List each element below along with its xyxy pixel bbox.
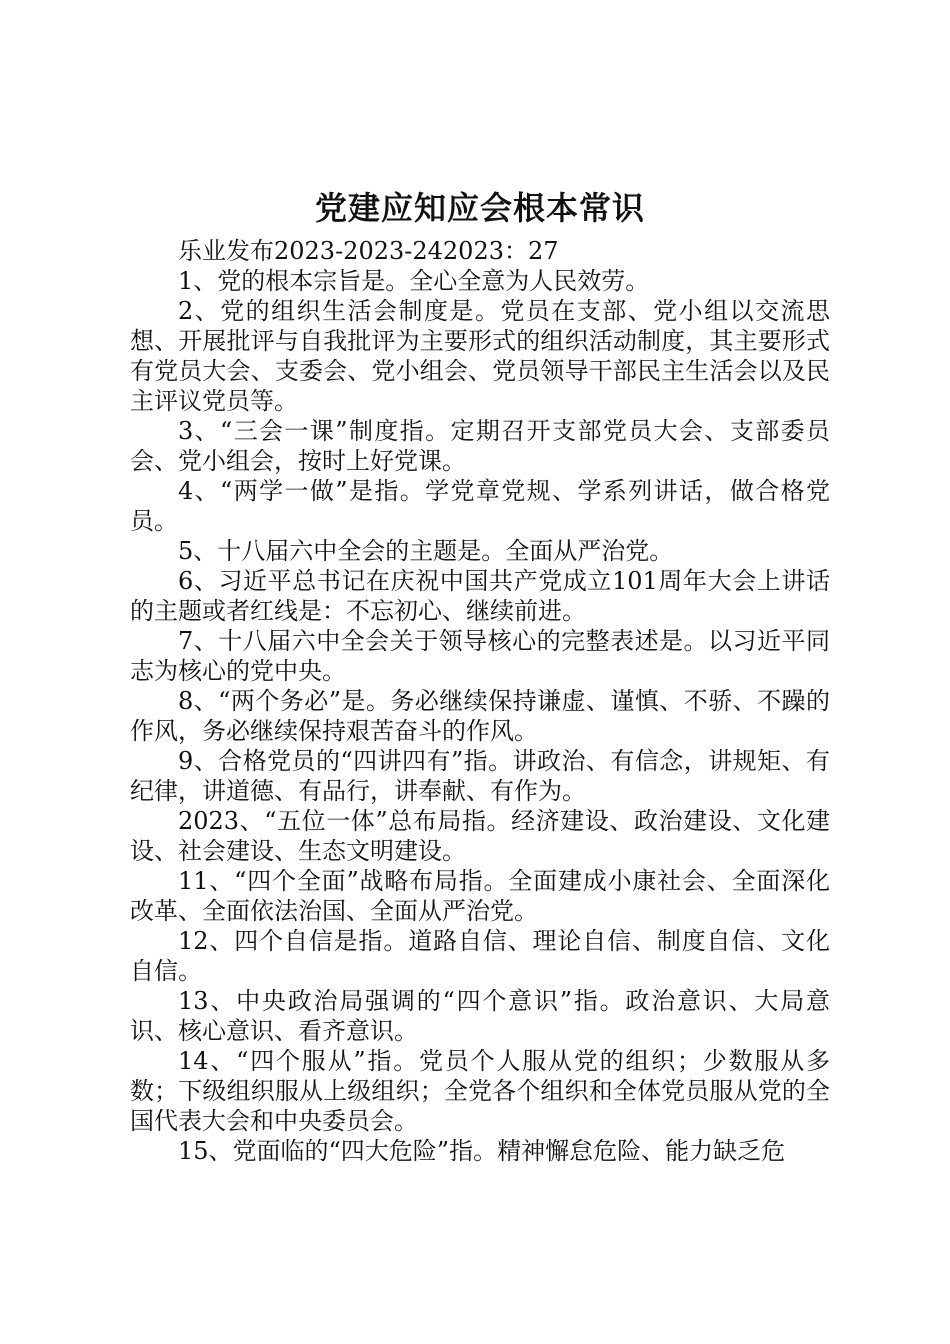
- paragraph-13: 13、中央政治局强调的“四个意识”指。政治意识、大局意识、核心意识、看齐意识。: [130, 987, 830, 1045]
- paragraph-11: 11、“四个全面”战略布局指。全面建成小康社会、全面深化改革、全面依法治国、全面从严治党。: [130, 867, 830, 925]
- paragraph-12: 12、四个自信是指。道路自信、理论自信、制度自信、文化自信。: [130, 927, 830, 985]
- document-title: 党建应知应会根本常识: [314, 189, 645, 227]
- paragraph-10: 2023、“五位一体”总布局指。经济建设、政治建设、文化建设、社会建设、生态文明建设。: [130, 807, 830, 865]
- paragraph-5: 5、十八届六中全会的主题是。全面从严治党。: [178, 537, 674, 565]
- paragraph-9: 9、合格党员的“四讲四有”指。讲政治、有信念，讲规矩、有纪律，讲道德、有品行，讲奉献、有作为。: [130, 747, 830, 805]
- paragraph-3: 3、“三会一课”制度指。定期召开支部党员大会、支部委员会、党小组会，按时上好党课。: [130, 417, 830, 475]
- paragraph-14: 14、“四个服从”指。党员个人服从党的组织；少数服从多数；下级组织服从上级组织；全党各个组织和全体党员服从党的全国代表大会和中央委员会。: [130, 1047, 830, 1135]
- paragraph-15: 15、党面临的“四大危险”指。精神懈怠危险、能力缺乏危: [178, 1137, 786, 1165]
- document-page: [130, 180, 830, 1166]
- paragraph-1: 1、党的根本宗旨是。全心全意为人民效劳。: [178, 267, 650, 295]
- paragraph-2: 2、党的组织生活会制度是。党员在支部、党小组以交流思想、开展批评与自我批评为主要形式的组织活动制度，其主要形式有党员大会、支委会、党小组会、党员领导干部民主生活会以及民主评议党员等。: [130, 297, 830, 415]
- paragraph-6: 6、习近平总书记在庆祝中国共产党成立101周年大会上讲话的主题或者红线是：不忘初心、继续前进。: [130, 567, 830, 625]
- paragraph-7: 7、十八届六中全会关于领导核心的完整表述是。以习近平同志为核心的党中央。: [130, 627, 830, 685]
- paragraph-4: 4、“两学一做”是指。学党章党规、学系列讲话，做合格党员。: [130, 477, 830, 535]
- publish-info: 乐业发布2023-2023-242023：27: [178, 237, 559, 265]
- paragraph-8: 8、“两个务必”是。务必继续保持谦虚、谨慎、不骄、不躁的作风，务必继续保持艰苦奋斗的作风。: [130, 687, 830, 745]
